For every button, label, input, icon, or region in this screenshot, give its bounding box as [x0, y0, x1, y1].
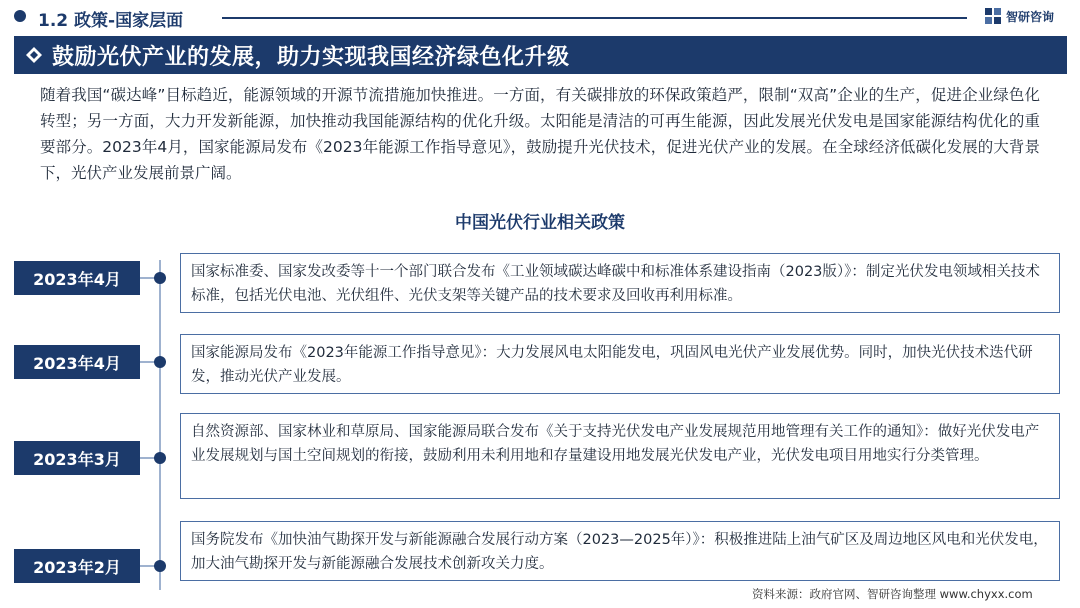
intro-paragraph: 随着我国“碳达峰”目标趋近，能源领域的开源节流措施加快推进。一方面，有关碳排放的环保政策趋严，限制“双高”企业的生产，促进企业绿色化转型；另一方面，大力开发新能源，加快推动我国能源结构的优化升级。太阳能是清洁的可再生能源，因此发展光伏发电是国家能源结构优化的重要部分。2023年4月，国家能源局发布《2023年能源工作指导意见》，鼓励提升光伏技术，促进光伏产业的发展。在全球经济低碳化发展的大背景下，光伏产业发展前景广阔。 — [40, 86, 1040, 182]
top-divider — [222, 17, 967, 19]
policy-card — [180, 253, 1060, 313]
source-note: 资料来源：政府官网、智研咨询整理 www.chyxx.com — [752, 587, 1033, 601]
policy-text: 国家标准委、国家发改委等十一个部门联合发布《工业领域碳达峰碳中和标准体系建设指南（2023版）》：制定光伏发电领域相关技术标准，包括光伏电池、光伏组件、光伏支架等关键产品的技术要求及回收再利用标准。 — [191, 264, 1040, 304]
timeline-dot — [154, 272, 166, 284]
timeline-dot — [154, 452, 166, 464]
banner-title: 鼓励光伏产业的发展，助力实现我国经济绿色化升级 — [52, 44, 570, 70]
timeline-line — [159, 260, 161, 590]
section-bullet-icon — [14, 10, 26, 22]
policy-card — [180, 413, 1060, 499]
section-label: 1.2 政策-国家层面 — [38, 11, 184, 31]
date-badge: 2023年4月 — [14, 261, 140, 295]
timeline-dot — [154, 356, 166, 368]
timeline-dot — [154, 560, 166, 572]
brand — [984, 7, 1054, 25]
policy-card — [180, 521, 1060, 581]
date-badge: 2023年3月 — [14, 441, 140, 475]
zhiyan-logo-icon — [984, 7, 1002, 25]
policy-text: 国家能源局发布《2023年能源工作指导意见》：大力发展风电太阳能发电，巩固风电光伏产业发展优势。同时，加快光伏技术迭代研发，推动光伏产业发展。 — [191, 345, 1033, 385]
brand-name: 智研咨询 — [1006, 9, 1055, 24]
policy-text: 国务院发布《加快油气勘探开发与新能源融合发展行动方案（2023—2025年）》：积极推进陆上油气矿区及周边地区风电和光伏发电，加大油气勘探开发与新能源融合发展技术创新攻关力度。 — [191, 532, 1048, 572]
diamond-icon — [24, 45, 44, 65]
date-badge: 2023年2月 — [14, 549, 140, 583]
policy-text: 自然资源部、国家林业和草原局、国家能源局联合发布《关于支持光伏发电产业发展规范用地管理有关工作的通知》：做好光伏发电产业发展规划与国土空间规划的衔接，鼓励利用未利用地和存量建设用地发展光伏发电产业，光伏发电项目用地实行分类管理。 — [191, 424, 1040, 464]
top-bar — [0, 0, 1080, 36]
policy-card — [180, 334, 1060, 394]
timeline-title: 中国光伏行业相关政策 — [455, 213, 625, 233]
title-banner — [14, 36, 1067, 74]
date-badge: 2023年4月 — [14, 345, 140, 379]
